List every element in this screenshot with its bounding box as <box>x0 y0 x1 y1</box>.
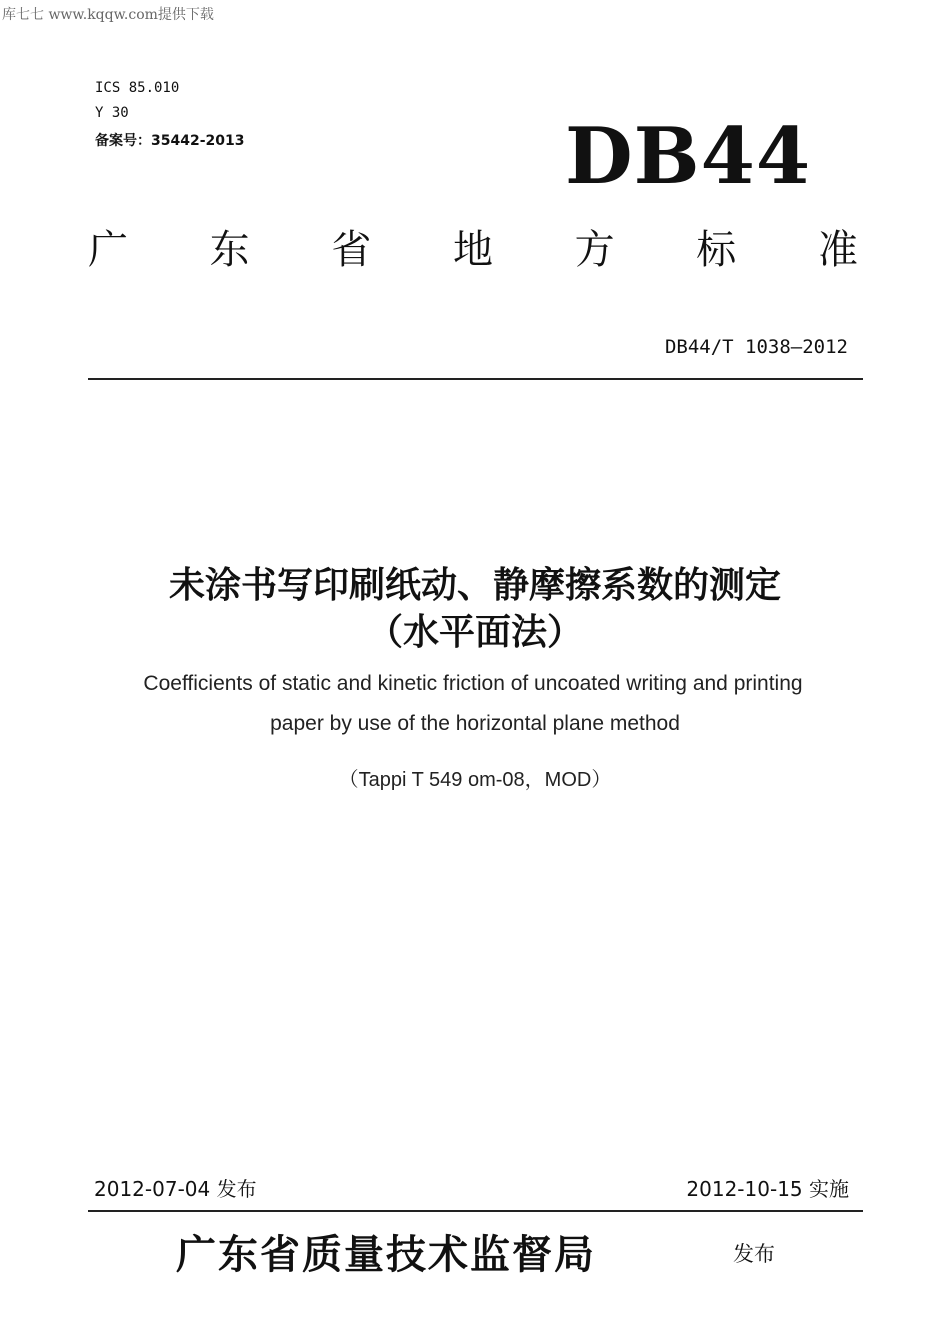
implementation-date: 2012-10-15 实施 <box>686 1177 849 1201</box>
title-english-line2: paper by use of the horizontal plane method <box>270 712 680 735</box>
title-english-line1: Coefficients of static and kinetic friction of uncoated writing and printing <box>143 672 803 695</box>
issuing-authority: 广东省质量技术监督局 <box>176 1231 596 1278</box>
standard-number: DB44/T 1038—2012 <box>664 336 848 358</box>
bottom-divider <box>88 1210 863 1212</box>
standard-type-char: 广 <box>88 227 128 273</box>
standard-type-char: 省 <box>331 227 372 273</box>
issue-label: 发布 <box>733 1242 775 1266</box>
standard-type-char: 方 <box>574 227 615 273</box>
standard-type-heading <box>88 227 858 273</box>
watermark-text: 库七七 www.kqqw.com提供下载 <box>2 7 214 23</box>
record-number: 备案号：35442-2013 <box>95 133 245 149</box>
db44-logo: DB44 <box>565 111 812 202</box>
standard-type-char: 东 <box>209 227 250 273</box>
issue-date: 2012-07-04 发布 <box>94 1177 257 1201</box>
adoption-note: （Tappi T 549 om-08，MOD） <box>338 769 612 791</box>
classification-code: Y 30 <box>95 105 129 121</box>
standard-type-char: 地 <box>452 227 493 273</box>
top-divider <box>88 378 863 380</box>
title-chinese-line2: （水平面法） <box>366 612 583 653</box>
ics-code: ICS 85.010 <box>95 80 180 96</box>
title-chinese-line1: 未涂书写印刷纸动、静摩擦系数的测定 <box>168 565 781 606</box>
standard-type-char: 准 <box>817 227 858 273</box>
standard-type-char: 标 <box>696 227 737 273</box>
